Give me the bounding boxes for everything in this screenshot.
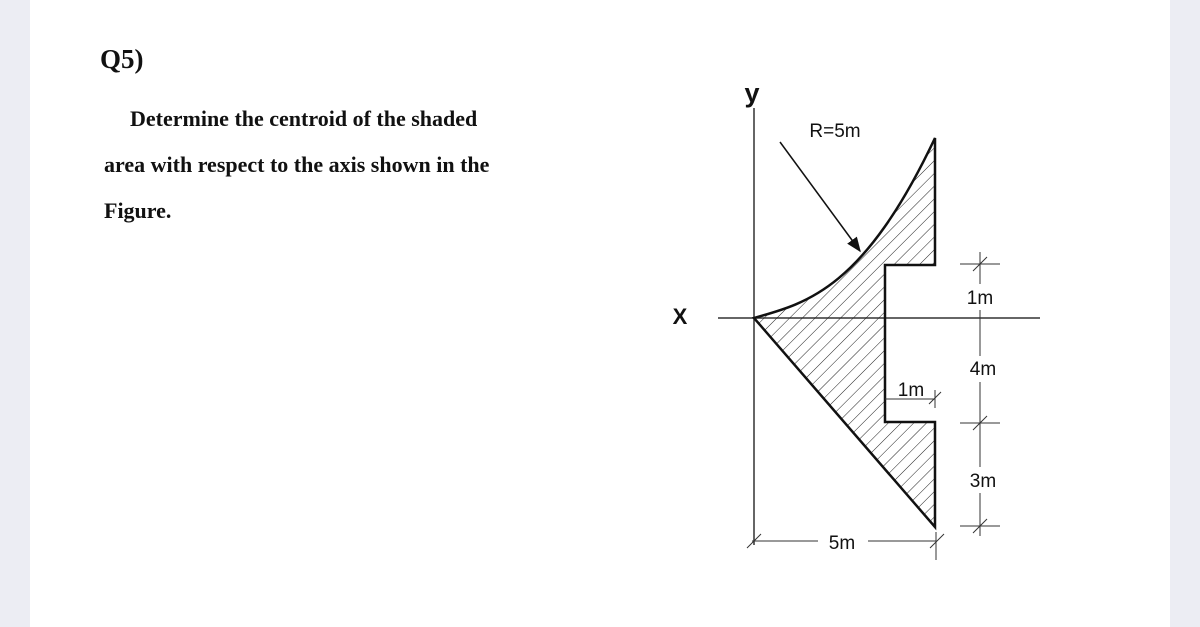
bottom-5m-label: 5m xyxy=(828,533,856,554)
dimension-1m-label: 1m xyxy=(966,288,994,309)
bottom-tick-right xyxy=(930,532,944,560)
radius-label: R=5m xyxy=(809,121,861,142)
dimension-3m-label: 3m xyxy=(969,471,997,492)
question-line-3: Figure. xyxy=(104,198,172,223)
question-line-1: Determine the centroid of the shaded xyxy=(130,106,478,131)
shaded-area xyxy=(754,138,935,527)
x-axis-label: X xyxy=(672,304,688,329)
question-number: Q5) xyxy=(100,44,144,74)
radius-arrow xyxy=(780,142,860,251)
question-line-2: area with respect to the axis shown in the xyxy=(104,152,490,177)
notch-width-label: 1m xyxy=(897,380,925,401)
dimension-4m-label: 4m xyxy=(969,359,997,380)
y-axis-label: y xyxy=(744,78,760,108)
